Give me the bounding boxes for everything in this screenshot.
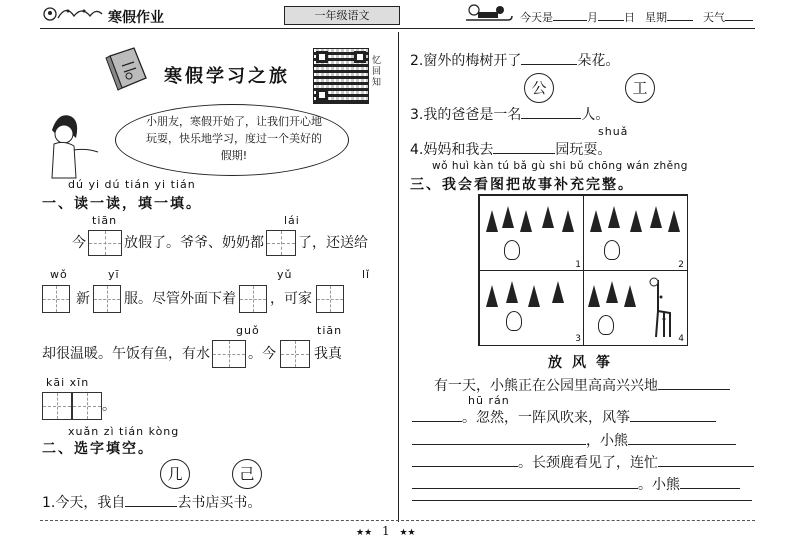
tree	[608, 206, 620, 228]
date-line	[520, 9, 760, 25]
q1-b: 去书店买书。	[177, 495, 262, 511]
line4	[42, 392, 116, 420]
pinyin-guo: guǒ	[236, 324, 260, 337]
story-blank-1[interactable]	[658, 389, 730, 390]
tree	[486, 210, 498, 232]
char-circle-gong2: 工	[625, 73, 655, 103]
answer-box-yi[interactable]	[93, 285, 121, 313]
story-line-2-text: 。忽然，一阵风吹来，风筝	[462, 410, 630, 426]
pinyin-kaixin: kāi xīn	[46, 376, 90, 389]
tree	[630, 210, 642, 232]
pinyin-yi: yī	[108, 268, 120, 281]
footer-rule	[40, 520, 755, 521]
story-blank-9[interactable]	[680, 488, 740, 489]
q4-a: 4.妈妈和我去	[410, 142, 494, 158]
date-prompt: 今天是	[520, 11, 553, 24]
story-blank-8[interactable]	[412, 488, 638, 489]
q4-blank[interactable]	[493, 153, 555, 154]
answer-box-tian[interactable]	[88, 230, 122, 256]
tree	[542, 206, 554, 228]
tree	[562, 210, 574, 232]
panel-number: 1	[575, 260, 581, 270]
line1	[72, 230, 368, 256]
bear-icon	[506, 311, 522, 331]
story-blank-5[interactable]	[628, 444, 736, 445]
story-line-3-text: ，小熊	[586, 433, 628, 449]
pinyin-li: lǐ	[362, 268, 371, 281]
q3-blank[interactable]	[521, 118, 581, 119]
tree	[528, 285, 540, 307]
answer-box-lai[interactable]	[266, 230, 296, 256]
tree	[506, 281, 518, 303]
tree	[588, 285, 600, 307]
pinyin-yu: yǔ	[277, 268, 293, 281]
header-logo	[42, 2, 104, 24]
banner-title: 寒假学习之旅	[164, 66, 290, 87]
tree	[668, 210, 680, 232]
pinyin-tian-2: tiān	[317, 324, 343, 337]
q3-b: 人。	[581, 107, 610, 123]
answer-box-kai[interactable]	[42, 392, 72, 420]
line3-a: 却很温暖。午饭有鱼，有水	[42, 346, 210, 362]
line4-end: 。	[102, 398, 116, 414]
answer-box-yu[interactable]	[239, 285, 267, 313]
subject-badge	[284, 6, 400, 25]
pinyin-shua: shuǎ	[598, 125, 629, 138]
line1-b: 放假了。爷爷、奶奶都	[124, 235, 264, 251]
story-line-1	[434, 375, 730, 395]
month-label: 月	[587, 11, 598, 24]
story-panel-2	[583, 195, 688, 272]
panel-number: 3	[575, 334, 581, 344]
pinyin-huran: hū rán	[468, 394, 510, 407]
header-title: 寒假作业	[108, 10, 164, 26]
tree	[486, 285, 498, 307]
q1	[42, 492, 261, 512]
day-blank[interactable]	[598, 20, 624, 21]
pinyin-wo: wǒ	[50, 268, 68, 281]
story-blank-4[interactable]	[412, 444, 586, 445]
story-panel-3	[479, 270, 585, 346]
tree	[552, 281, 564, 303]
footer-stars-left: ★★	[356, 528, 373, 538]
column-divider	[398, 32, 399, 522]
story-line-5	[412, 474, 740, 494]
weather-label: 天气	[703, 11, 725, 24]
story-blank-10[interactable]	[412, 500, 752, 501]
bear-icon	[604, 240, 620, 260]
line1-a: 今	[72, 235, 86, 251]
tree	[650, 206, 662, 228]
story-line-5-text: 。小熊	[638, 477, 680, 493]
line3-c: 我真	[314, 346, 342, 362]
q2	[410, 50, 619, 70]
sec1-pinyin: dú yi dú tián yi tián	[68, 178, 196, 191]
subject-label: 一年级语文	[314, 9, 370, 22]
q4-b: 园玩耍。	[555, 142, 612, 158]
girl-illustration	[40, 110, 100, 180]
answer-box-tian-2[interactable]	[280, 340, 310, 368]
story-title: 放风筝	[548, 355, 620, 371]
line2-c: ，可家	[270, 291, 312, 307]
answer-box-guo[interactable]	[212, 340, 246, 368]
qr-finder-tr	[354, 51, 366, 63]
q3	[410, 104, 609, 124]
book-icon	[104, 46, 152, 92]
tree	[590, 210, 602, 232]
line3-b: 。今	[248, 346, 276, 362]
panel-number: 2	[678, 260, 684, 270]
q4	[410, 139, 611, 159]
speech-bubble-text: 小朋友，寒假开始了，让我们开心地玩耍，快乐地学习，度过一个美好的假期!	[146, 115, 322, 162]
pinyin-tian-1: tiān	[92, 214, 118, 227]
story-line-4	[412, 452, 754, 472]
header-sled-icon	[462, 2, 514, 24]
char-circle-gong: 公	[524, 73, 554, 103]
line2-a: 新	[76, 291, 90, 307]
month-blank[interactable]	[553, 20, 587, 21]
q3-a: 3.我的爸爸是一名	[410, 107, 522, 123]
story-line-3	[412, 430, 736, 450]
bear-icon	[598, 315, 614, 335]
sec2-title: 二、选字填空。	[42, 441, 154, 457]
q1-blank[interactable]	[125, 506, 177, 507]
story-line-1-text: 有一天，小熊正在公园里高高兴兴地	[434, 378, 658, 394]
tree	[520, 210, 532, 232]
panel-number: 4	[678, 334, 684, 344]
q2-blank[interactable]	[521, 64, 577, 65]
line2	[42, 285, 344, 313]
day-label: 日	[624, 11, 635, 24]
page-footer	[356, 524, 416, 538]
story-blank-3[interactable]	[630, 421, 716, 422]
pinyin-lai: lái	[284, 214, 300, 227]
story-line-2	[412, 407, 716, 427]
sec3-title: 三、我会看图把故事补充完整。	[410, 177, 634, 193]
char-circle-ji: 几	[160, 459, 190, 489]
story-line-4-text: 。长颈鹿看见了，连忙	[518, 455, 658, 471]
sec1-title: 一、读一读，填一填。	[42, 196, 202, 212]
line1-c: 了，还送给	[298, 235, 368, 251]
story-blank-7[interactable]	[658, 466, 754, 467]
giraffe-icon	[644, 277, 674, 339]
tree	[502, 206, 514, 228]
line3	[42, 340, 342, 368]
tree	[606, 281, 618, 303]
answer-box-li[interactable]	[316, 285, 344, 313]
bear-icon	[504, 240, 520, 260]
char-circle-ji2: 己	[232, 459, 262, 489]
story-blank-6[interactable]	[412, 466, 518, 467]
qr-code[interactable]	[313, 48, 369, 104]
sec3-pinyin: wǒ huì kàn tú bǎ gù shi bǔ chōng wán zhěng	[432, 160, 688, 172]
weather-blank[interactable]	[725, 20, 753, 21]
tree	[624, 285, 636, 307]
qr-finder-bl	[316, 89, 328, 101]
weekday-label: 星期	[645, 11, 667, 24]
qr-side-label: 忆回知	[372, 56, 382, 88]
qr-finder-tl	[316, 51, 328, 63]
answer-box-wo[interactable]	[42, 285, 70, 313]
line2-b: 服。尽管外面下着	[124, 291, 236, 307]
q1-a: 1.今天，我自	[42, 495, 126, 511]
weekday-blank[interactable]	[667, 20, 693, 21]
sec2-pinyin: xuǎn zì tián kòng	[68, 425, 180, 438]
story-blank-2[interactable]	[412, 421, 462, 422]
q2-b: 朵花。	[577, 53, 620, 69]
page-number: 1	[381, 524, 390, 538]
answer-box-xin[interactable]	[72, 392, 102, 420]
story-pictures	[478, 194, 688, 346]
story-panel-1	[479, 195, 585, 272]
q2-a: 2.窗外的梅树开了	[410, 53, 522, 69]
footer-stars-right: ★★	[399, 528, 416, 538]
story-panel-4	[583, 270, 688, 346]
